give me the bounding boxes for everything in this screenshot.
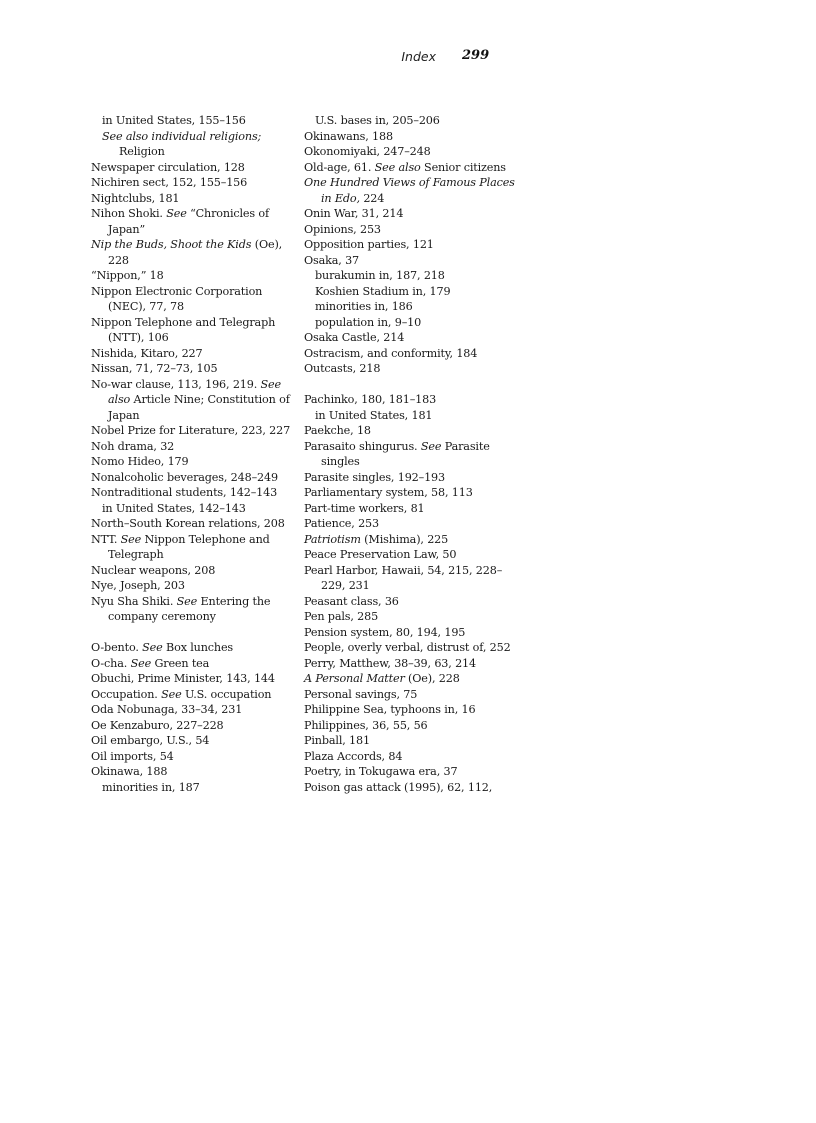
entry-text: population in, 9–10	[315, 315, 422, 329]
index-entry	[91, 485, 296, 501]
entry-text: Nomo Hideo, 179	[91, 455, 189, 468]
index-entry	[91, 702, 296, 718]
index-entry	[91, 175, 296, 191]
index-entry	[304, 625, 519, 641]
index-entry	[91, 656, 296, 672]
index-subentry	[304, 113, 519, 129]
index-entry	[304, 780, 519, 796]
index-entry	[304, 594, 519, 610]
index-entry	[304, 206, 519, 222]
index-entry	[91, 671, 296, 687]
index-entry	[91, 439, 296, 455]
italic-text: Patriotism	[304, 532, 361, 546]
entry-text: Patience, 253	[304, 517, 379, 530]
index-entry	[91, 268, 296, 284]
entry-text: (Oe), 228	[108, 238, 283, 267]
index-entry	[304, 423, 519, 439]
index-entry	[304, 547, 519, 563]
entry-text: U.S. occupation	[181, 687, 272, 701]
italic-text: One Hundred Views of Famous Places in Edo,	[304, 176, 515, 205]
index-entry	[304, 733, 519, 749]
index-entry	[304, 144, 519, 160]
entry-text: Nihon Shoki.	[91, 207, 167, 220]
italic-text: See	[176, 594, 198, 608]
italic-text: See	[130, 656, 152, 670]
entry-text: in United States, 181	[315, 408, 433, 422]
entry-text: Nichiren sect, 152, 155–156	[91, 176, 248, 189]
entry-text: Part-time workers, 81	[304, 501, 425, 515]
letter-group-gap	[304, 377, 519, 393]
entry-text: North–South Korean relations, 208	[91, 517, 285, 530]
index-entry	[304, 764, 519, 780]
entry-text: Oe Kenzaburo, 227–228	[91, 718, 224, 732]
page-number: 299	[462, 48, 490, 63]
index-entry	[304, 671, 519, 687]
index-entry	[304, 361, 519, 377]
index-subentry	[91, 129, 296, 160]
italic-text: See	[120, 532, 142, 546]
index-entry	[304, 563, 519, 594]
index-entry	[304, 640, 519, 656]
entry-text: in United States, 142–143	[102, 501, 246, 515]
entry-text: Nippon Telephone and Telegraph	[108, 532, 270, 561]
entry-text: Opinions, 253	[304, 222, 381, 236]
entry-text: Nippon Telephone and Telegraph (NTT), 106	[91, 315, 276, 344]
entry-text: Pen pals, 285	[304, 610, 379, 623]
italic-text: A Personal Matter	[304, 672, 405, 685]
entry-text: minorities in, 186	[315, 300, 413, 313]
entry-text: NTT.	[91, 532, 121, 546]
entry-text: Parasite singles, 192–193	[304, 470, 445, 484]
index-subentry	[91, 780, 296, 796]
entry-text: Osaka Castle, 214	[304, 331, 405, 344]
index-entry	[91, 640, 296, 656]
index-entry	[91, 563, 296, 579]
entry-text: Peace Preservation Law, 50	[304, 548, 457, 561]
entry-text: Poetry, in Tokugawa era, 37	[304, 765, 458, 778]
index-entry	[304, 222, 519, 238]
entry-text: 224	[359, 191, 385, 205]
entry-text: Opposition parties, 121	[304, 238, 434, 251]
entry-text: Perry, Matthew, 38–39, 63, 214	[304, 656, 476, 670]
index-entry	[91, 206, 296, 237]
index-entry	[91, 315, 296, 346]
entry-text: Ostracism, and conformity, 184	[304, 346, 478, 360]
index-entry	[304, 175, 519, 206]
index-entry	[304, 160, 519, 176]
index-entry	[304, 609, 519, 625]
entry-text: Nissan, 71, 72–73, 105	[91, 362, 218, 375]
index-entry	[304, 485, 519, 501]
italic-text: See also individual religions;	[102, 129, 262, 143]
index-entry	[91, 160, 296, 176]
index-entry	[304, 656, 519, 672]
entry-text: Nuclear weapons, 208	[91, 563, 216, 577]
index-entry	[91, 733, 296, 749]
entry-text: minorities in, 187	[102, 780, 200, 794]
entry-text: Pinball, 181	[304, 734, 370, 747]
entry-text: Onin War, 31, 214	[304, 207, 404, 220]
entry-text: Nyu Sha Shiki.	[91, 594, 177, 608]
entry-text: Occupation.	[91, 687, 162, 701]
entry-text: O-bento.	[91, 641, 143, 654]
entry-text: Oda Nobunaga, 33–34, 231	[91, 703, 243, 716]
entry-text: Pachinko, 180, 181–183	[304, 393, 437, 406]
index-entry	[91, 687, 296, 703]
index-subentry	[304, 408, 519, 424]
index-entry	[91, 594, 296, 625]
entry-text: “Nippon,” 18	[91, 269, 164, 282]
italic-text: See	[161, 687, 182, 701]
entry-text: Nonalcoholic beverages, 248–249	[91, 470, 278, 484]
entry-text: Parliamentary system, 58, 113	[304, 486, 473, 499]
entry-text: Parasite singles	[321, 439, 490, 468]
index-entry	[91, 470, 296, 486]
entry-text: (Mishima), 225	[360, 532, 449, 546]
entry-text: Peasant class, 36	[304, 594, 399, 608]
index-entry	[304, 439, 519, 470]
entry-text: Nippon Electronic Corporation (NEC), 77, 78	[91, 284, 263, 313]
italic-text: See also	[374, 160, 421, 174]
index-entry	[304, 237, 519, 253]
italic-text: See	[142, 641, 163, 654]
entry-text: O-cha.	[91, 656, 131, 670]
entry-text: Green tea	[151, 656, 210, 670]
entry-text: “Chronicles of Japan”	[108, 207, 269, 236]
entry-text: Senior citizens	[420, 160, 506, 174]
entry-text: in United States, 155–156	[102, 114, 246, 127]
entry-text: People, overly verbal, distrust of, 252	[304, 641, 511, 654]
entry-text: Article Nine; Constitution of Japan	[108, 393, 290, 422]
index-entry	[91, 423, 296, 439]
entry-text: Nightclubs, 181	[91, 191, 180, 205]
entry-text: burakumin in, 187, 218	[315, 269, 445, 282]
index-subentry	[304, 284, 519, 300]
entry-text: Entering the company ceremony	[108, 594, 271, 623]
italic-text: Nip the Buds, Shoot the Kids	[91, 238, 252, 251]
entry-text: Noh drama, 32	[91, 439, 175, 453]
entry-text: Nye, Joseph, 203	[91, 579, 185, 592]
entry-text: Okonomiyaki, 247–248	[304, 145, 431, 158]
index-column-left	[91, 113, 296, 795]
entry-text: Pension system, 80, 194, 195	[304, 625, 466, 639]
italic-text: See	[420, 439, 442, 453]
index-entry	[91, 532, 296, 563]
entry-text: Box lunches	[162, 641, 234, 654]
index-column-right	[304, 113, 519, 795]
entry-text: Philippine Sea, typhoons in, 16	[304, 703, 476, 716]
entry-text: Paekche, 18	[304, 424, 371, 437]
index-subentry	[91, 113, 296, 129]
entry-text: Poison gas attack (1995), 62, 112,	[304, 780, 493, 794]
entry-text: (Oe), 228	[404, 672, 460, 685]
index-entry	[304, 470, 519, 486]
entry-text: Newspaper circulation, 128	[91, 160, 245, 174]
index-entry	[304, 687, 519, 703]
entry-text: Plaza Accords, 84	[304, 749, 403, 763]
italic-text: See also	[108, 377, 282, 406]
index-entry	[91, 346, 296, 362]
index-entry	[91, 718, 296, 734]
index-subentry	[304, 268, 519, 284]
index-entry	[304, 702, 519, 718]
entry-text: Pearl Harbor, Hawaii, 54, 215, 228–229, 231	[304, 563, 503, 592]
index-entry	[91, 191, 296, 207]
entry-text: Osaka, 37	[304, 253, 360, 267]
entry-text: Okinawa, 188	[91, 765, 168, 778]
index-entry	[304, 501, 519, 517]
entry-text: Koshien Stadium in, 179	[315, 284, 451, 298]
entry-text: Religion	[119, 145, 165, 158]
index-entry	[91, 361, 296, 377]
entry-text: Nobel Prize for Literature, 223, 227	[91, 424, 291, 437]
entry-text: Old-age, 61.	[304, 160, 375, 174]
entry-text: Nontraditional students, 142–143	[91, 486, 278, 499]
entry-text: U.S. bases in, 205–206	[315, 114, 440, 127]
entry-text: Parasaito shingurus.	[304, 439, 421, 453]
entry-text: Nishida, Kitaro, 227	[91, 346, 203, 360]
index-entry	[91, 454, 296, 470]
index-entry	[91, 578, 296, 594]
index-entry	[304, 749, 519, 765]
index-entry	[304, 392, 519, 408]
index-subentry	[304, 299, 519, 315]
italic-text: See	[166, 207, 187, 220]
index-subentry	[304, 315, 519, 331]
index-entry	[304, 346, 519, 362]
index-entry	[91, 284, 296, 315]
index-entry	[91, 764, 296, 780]
header-section-label: Index	[401, 49, 436, 64]
entry-text: Obuchi, Prime Minister, 143, 144	[91, 672, 275, 685]
index-entry	[91, 237, 296, 268]
entry-text: Philippines, 36, 55, 56	[304, 718, 428, 732]
index-entry	[91, 749, 296, 765]
running-header	[0, 49, 816, 67]
index-entry	[91, 377, 296, 424]
index-entry	[91, 516, 296, 532]
entry-text: Okinawans, 188	[304, 129, 393, 143]
entry-text: Personal savings, 75	[304, 687, 418, 701]
entry-text: Outcasts, 218	[304, 362, 381, 375]
index-entry	[304, 718, 519, 734]
letter-group-gap	[91, 625, 296, 641]
index-entry	[304, 516, 519, 532]
entry-text: Oil embargo, U.S., 54	[91, 734, 210, 747]
entry-text: Oil imports, 54	[91, 749, 174, 763]
index-entry	[304, 129, 519, 145]
index-subentry	[91, 501, 296, 517]
index-entry	[304, 330, 519, 346]
entry-text: No-war clause, 113, 196, 219.	[91, 377, 261, 391]
index-entry	[304, 532, 519, 548]
index-entry	[304, 253, 519, 269]
